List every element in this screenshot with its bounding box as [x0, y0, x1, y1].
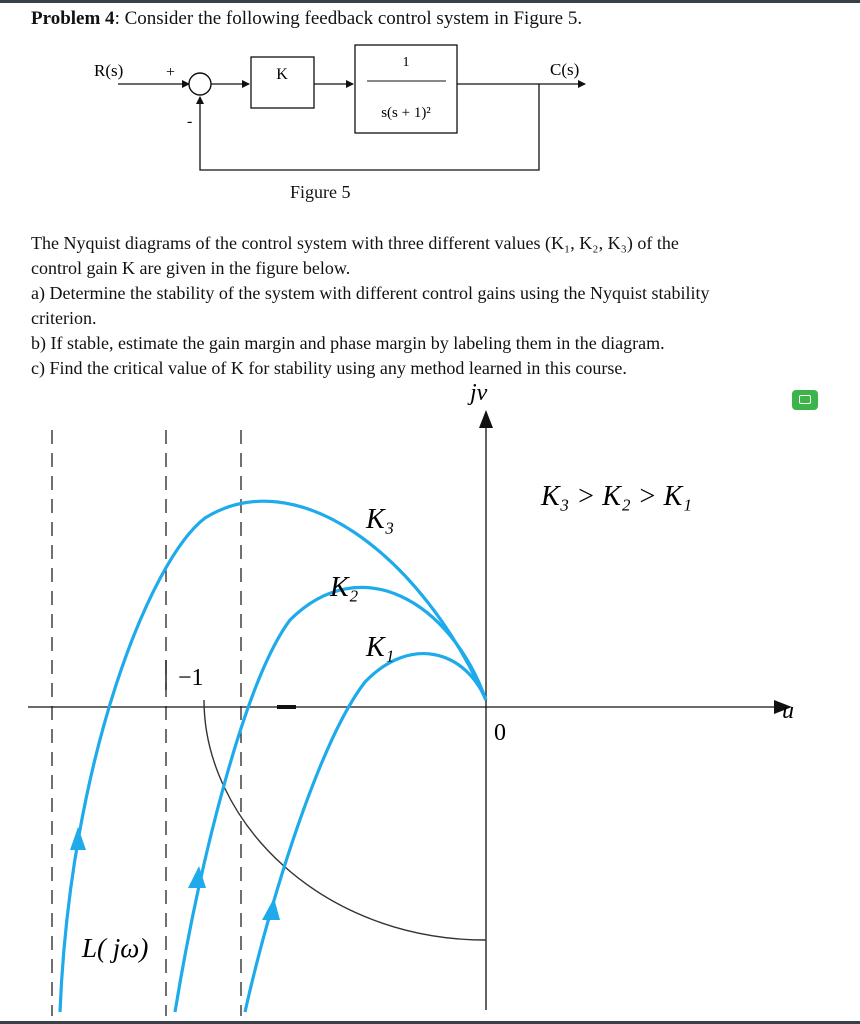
- plant-numerator: 1: [402, 55, 410, 70]
- problem-number: Problem 4: [31, 8, 115, 29]
- plant-denominator: s(s + 1)²: [381, 105, 431, 121]
- question-c: c) Find the critical value of K for stability using any method learned in this course.: [31, 358, 627, 378]
- direction-arrow-k1: [262, 898, 280, 920]
- problem-intro: : Consider the following feedback control system in Figure 5.: [114, 8, 583, 29]
- minus-sign: -: [187, 113, 193, 130]
- copy-icon[interactable]: [792, 390, 818, 410]
- curve-label-k3: K₃: [366, 504, 395, 535]
- imag-axis-label: jv: [470, 380, 488, 406]
- minus-one-label: −1: [178, 665, 204, 691]
- gain-ordering-label: K₃ > K₂ > K₁: [541, 481, 693, 512]
- gain-block-label: K: [276, 66, 288, 83]
- input-label: R(s): [94, 61, 124, 80]
- curve-label-k1: K₁: [366, 632, 395, 663]
- question-b: b) If stable, estimate the gain margin and phase margin by labeling them in the diagram.: [31, 333, 665, 353]
- plus-sign: +: [166, 64, 176, 81]
- origin-label: 0: [494, 720, 506, 746]
- real-axis-label: u: [782, 698, 794, 724]
- nyquist-curve-k2: [175, 587, 486, 1012]
- paragraph-line-2: control gain K are given in the figure below.: [31, 258, 351, 278]
- block-diagram: [94, 45, 585, 170]
- figure-caption: Figure 5: [290, 182, 351, 202]
- summing-junction: [189, 73, 211, 95]
- unit-circle-arc: [204, 700, 486, 940]
- question-a-line-1: a) Determine the stability of the system with different control gains using the Nyquist stability: [31, 283, 710, 303]
- output-label: C(s): [550, 60, 580, 79]
- curve-label-k2: K₂: [330, 572, 359, 603]
- paragraph-line-1: The Nyquist diagrams of the control system with three different values (K₁, K₂, K₃) of the: [31, 233, 679, 253]
- direction-arrow-k3: [70, 827, 86, 850]
- question-a-line-2: criterion.: [31, 308, 97, 328]
- nyquist-diagram: [28, 380, 794, 1016]
- locus-label: L( jω): [82, 933, 149, 963]
